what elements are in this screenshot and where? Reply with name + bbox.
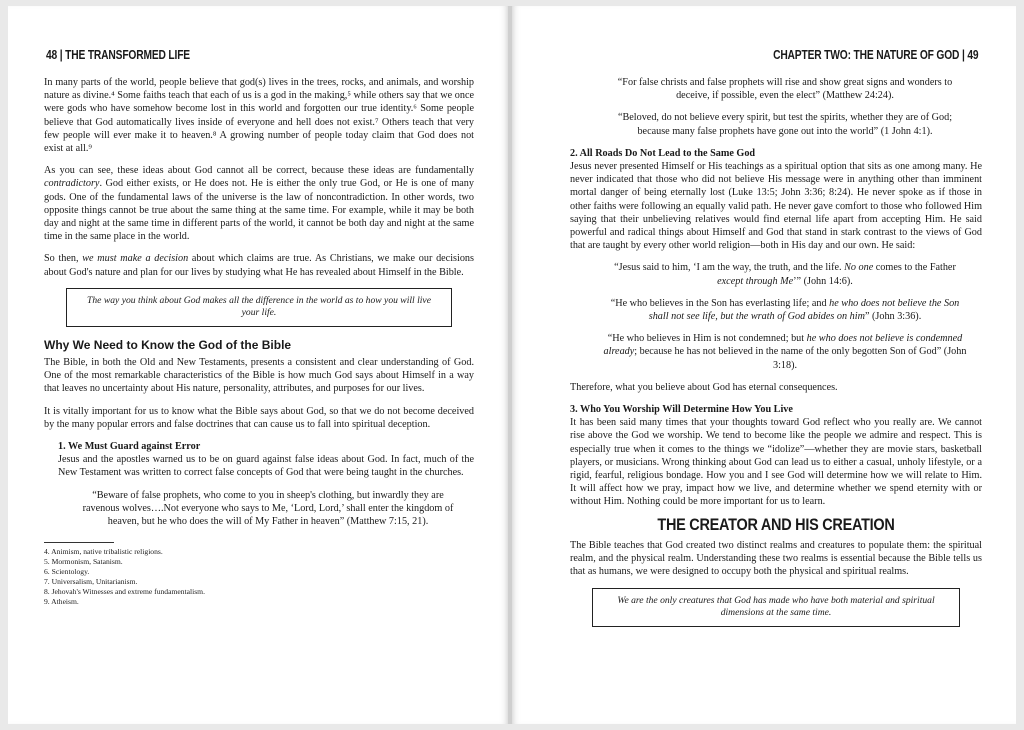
- footnote: 4. Animism, native tribalistic religions.: [44, 547, 163, 557]
- subheading-2: 2. All Roads Do Not Lead to the Same God: [570, 147, 756, 159]
- chapter-section-heading: THE CREATOR AND HIS CREATION: [657, 514, 895, 534]
- paragraph-2: As you can see, these ideas about God cannot all be correct, because these ideas are fundamentally contradictory. God either exists, or He does not. He is either the only true God, or He is one of many gods. One of the fundamental laws of the universe is the law of noncontradiction. In other words, two opposite things cannot be true about the same thing at the same time. For example, while it may be both day and night at the same time in different parts of the world, it cannot be both day and night at the same time in the same place in the world.: [44, 165, 474, 243]
- paragraph-9: It has been said many times that your thoughts toward God reflect who you really are. We cannot rise above the God we worship. We tend to become like the people we admire and respect. This is especially true when it comes to the things we “idolize”—whether they are movie stars, basketball players, or musicians. Wrong thinking about God can lead us to either a casual, unholy lifestyle, or a rigid, fearful, religious bondage. How you and I see God will determine how we will relate to Him. It will affect how we pray, impact how we live, and determine whether we spend eternity with or without Him. Nothing could be more important for us to learn.: [570, 417, 982, 508]
- paragraph-4: The Bible, in both the Old and New Testaments, presents a consistent and clear understanding of God. One of the most remarkable characteristics of the Bible is how much God says about Himself in a way that leaves no uncertainty about His nature, personality, attributes, and purposes for our lives.: [44, 357, 474, 395]
- callout-box-2: We are the only creatures that God has made who have both material and spiritual dimensions at the same time.: [592, 588, 960, 627]
- callout-box-1: The way you think about God makes all the difference in the world as to how you will live your life.: [66, 288, 452, 327]
- paragraph-8: Therefore, what you believe about God has eternal consequences.: [570, 381, 838, 393]
- paragraph-1: In many parts of the world, people believe that god(s) lives in the trees, rocks, and animals, and worship nature as divine.⁴ Some faiths teach that each of us is a god in the making,⁵ while others say that we once were gods who have somehow become lost in this world and forgotten our true identity.⁶ Some people believe that God automatically lives inside of everyone and hell does not exist.⁷ Others teach that very few people will ever make it to heaven.⁸ A growing number of people today claim that God does not exist at all.⁹: [44, 77, 474, 155]
- left-page: [8, 6, 508, 724]
- paragraph-7: Jesus never presented Himself or His teachings as a spiritual option that sits as one among many. He never indicated that those who did not believe His message were in anything other than imminent mortal danger of being eternally lost (Luke 13:5; John 3:36; 8:24). He never spoke as if those in other faiths were following an equally valid path. He never gave comfort to those who followed Him saying that their unbelieving relatives would find eternal life apart from accepting Him. He said powerful and radical things about Himself and God that stand in stark contrast to the views of God that are taught by every other world religion—both in His day and our own. He said:: [570, 161, 982, 252]
- subheading-1: 1. We Must Guard against Error: [58, 441, 201, 453]
- scripture-quote-3: “Beloved, do not believe every spirit, but test the spirits, whether they are of God; because many false prophets have gone out into the world” (1 John 4:1).: [617, 112, 953, 137]
- page-header-right: CHAPTER TWO: THE NATURE OF GOD | 49: [772, 48, 978, 62]
- paragraph-6: Jesus and the apostles warned us to be on guard against false ideas about God. In fact, much of the New Testament was written to correct false concepts of God that were being taught in the churches.: [58, 454, 474, 479]
- section-heading: Why We Need to Know the God of the Bible: [44, 337, 292, 352]
- right-page: [512, 6, 1016, 724]
- paragraph-5: It is vitally important for us to know what the Bible says about God, so that we do not become deceived by the many popular errors and false doctrines that can cause us to fall into spiritual deception.: [44, 405, 474, 430]
- footnotes: [44, 547, 474, 607]
- scripture-quote-1: “Beware of false prophets, who come to you in sheep's clothing, but inwardly they are ravenous wolves….Not everyone who says to Me, ‘Lord, Lord,’ shall enter the kingdom of heaven, but he who does the will of My Father in heaven” (Matthew 7:15, 21).: [82, 489, 454, 528]
- scripture-quote-2: “For false christs and false prophets will rise and show great signs and wonders to deceive, if possible, even the elect” (Matthew 24:24).: [617, 77, 953, 102]
- left-column: [44, 76, 474, 607]
- paragraph-10: The Bible teaches that God created two distinct realms and creatures to populate them: the spiritual realm, and the physical realm. Understanding these two realms is essential because the Bible tells us that as humans, we were designed to occupy both the physical and spiritual realms.: [570, 539, 982, 578]
- paragraph-3: So then, we must make a decision about which claims are true. As Christians, we make our decisions about God's nature and plan for our lives by studying what He has revealed about Himself in the Bible.: [44, 253, 474, 278]
- footnote: 6. Scientology.: [44, 567, 90, 577]
- footnote-divider: [44, 542, 114, 543]
- scripture-quote-4: “Jesus said to him, ‘I am the way, the truth, and the life. No one comes to the Father except through Me’” (John 14:6).: [614, 262, 956, 287]
- footnote: 8. Jehovah's Witnesses and extreme fundamentalism.: [44, 587, 205, 597]
- scripture-quote-6: “He who believes in Him is not condemned; but he who does not believe is condemned already; because he has not believed in the name of the only begotten Son of God” (John 3:18).: [603, 333, 967, 371]
- footnote: 9. Atheism.: [44, 597, 79, 607]
- page-header-left: 48 | THE TRANSFORMED LIFE: [46, 48, 190, 62]
- scripture-quote-5: “He who believes in the Son has everlasting life; and he who does not believe the Son shall not see life, but the wrath of God abides on him” (John 3:36).: [610, 297, 960, 323]
- footnote: 5. Mormonism, Satanism.: [44, 557, 123, 567]
- subheading-3: 3. Who You Worship Will Determine How You Live: [570, 404, 793, 416]
- footnote: 7. Universalism, Unitarianism.: [44, 577, 138, 587]
- right-column: [570, 76, 982, 637]
- subsection-1: [44, 440, 474, 480]
